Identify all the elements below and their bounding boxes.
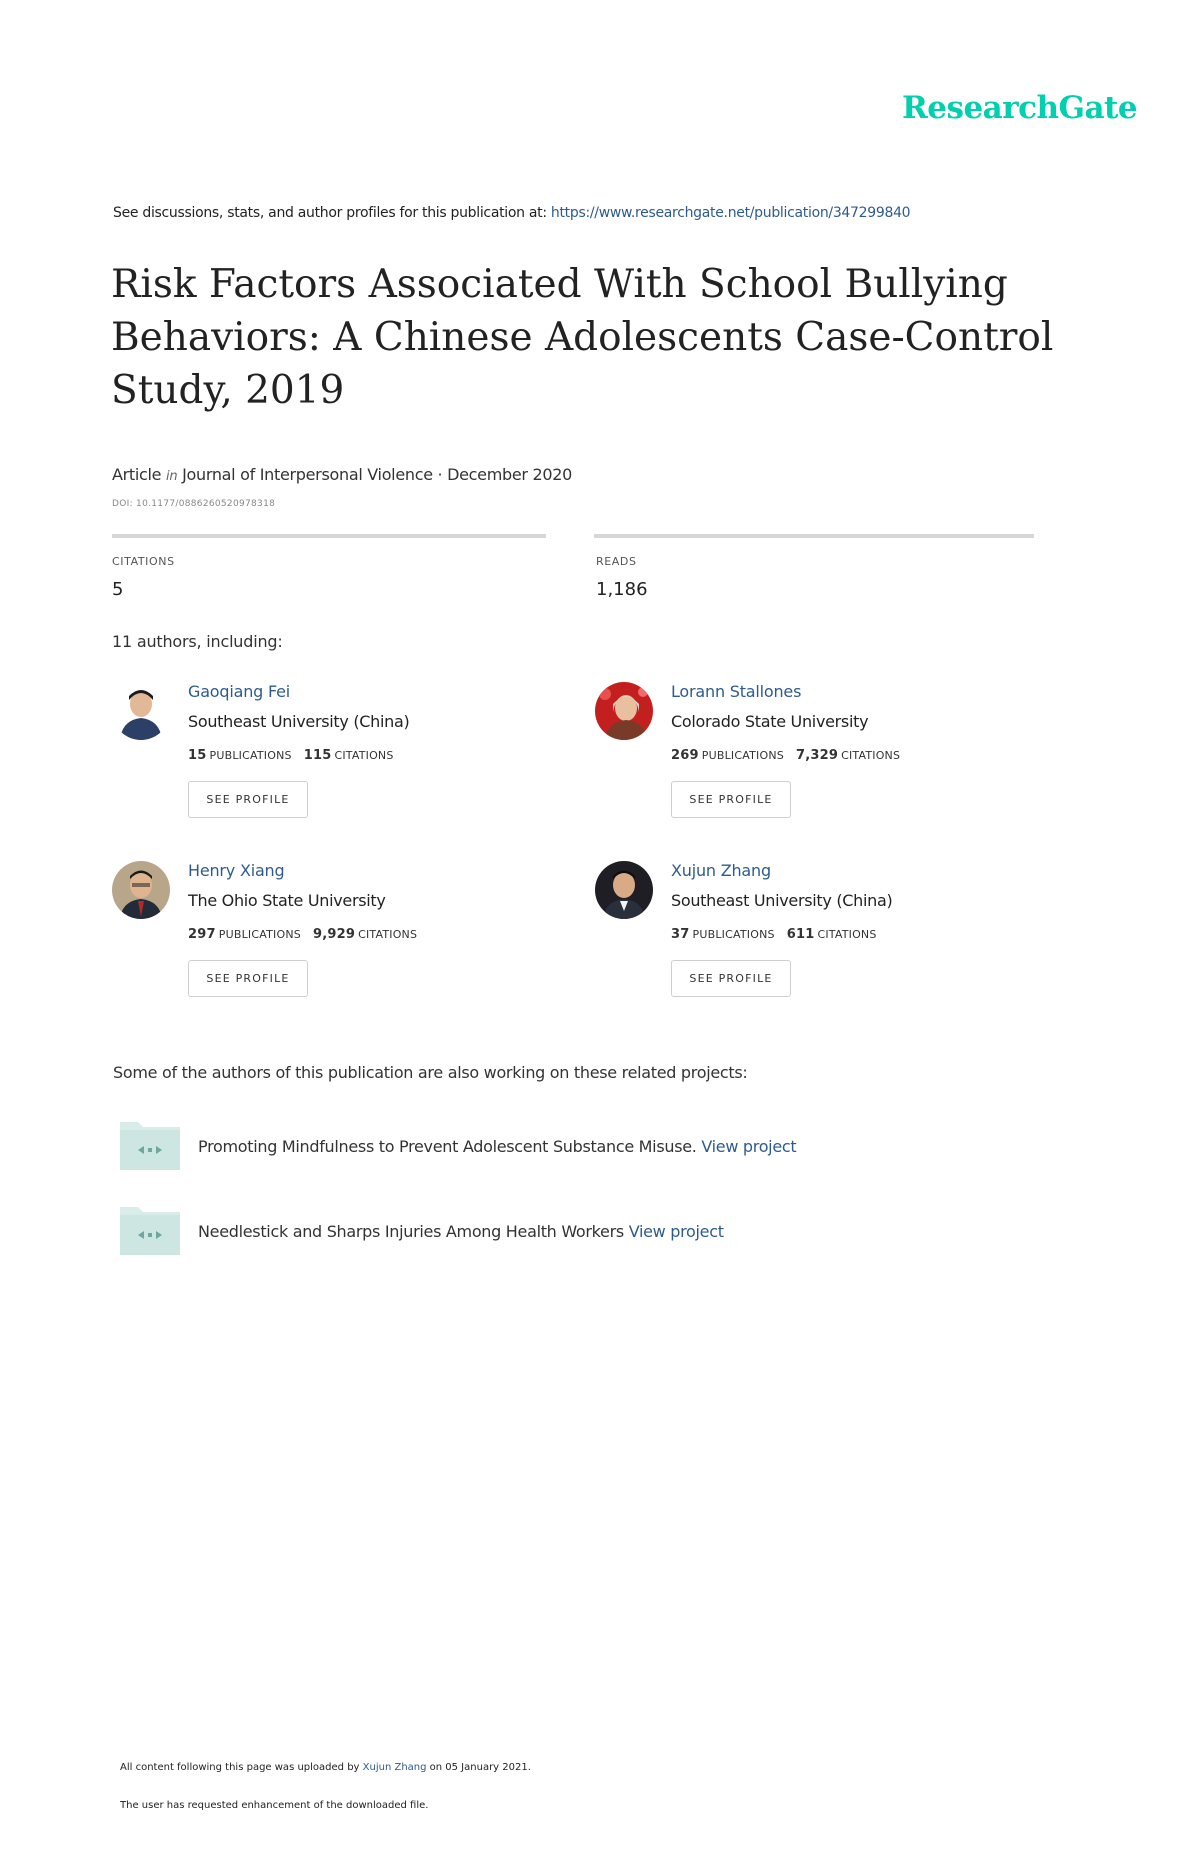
publications-count: 297 xyxy=(188,927,216,942)
enhancement-note: The user has requested enhancement of the downloaded file. xyxy=(120,1800,429,1811)
publications-count: 15 xyxy=(188,748,207,763)
author-stats xyxy=(188,748,394,763)
journal-date: Journal of Interpersonal Violence · December 2020 xyxy=(182,465,572,484)
project-text xyxy=(198,1137,796,1156)
publications-label: PUBLICATIONS xyxy=(701,749,784,762)
project-folder-icon xyxy=(118,1116,182,1176)
upload-note-prefix: All content following this page was uploaded by xyxy=(120,1762,363,1773)
citations-label: CITATIONS xyxy=(841,749,901,762)
researchgate-logo[interactable]: ResearchGate xyxy=(902,90,1138,126)
view-project-link[interactable]: View project xyxy=(701,1137,797,1156)
reads-value: 1,186 xyxy=(596,579,648,600)
author-name-link[interactable]: Xujun Zhang xyxy=(671,861,771,880)
upload-note-suffix: on 05 January 2021. xyxy=(426,1762,531,1773)
author-stats xyxy=(671,748,900,763)
citations-label: CITATIONS xyxy=(358,928,418,941)
citations-value: 5 xyxy=(112,579,124,600)
publication-link-line xyxy=(113,205,910,221)
citations-count: 611 xyxy=(786,927,815,942)
citations-count: 7,329 xyxy=(795,748,839,763)
publications-count: 37 xyxy=(671,927,690,942)
author-institution: Colorado State University xyxy=(671,712,869,731)
see-profile-button[interactable]: SEE PROFILE xyxy=(671,781,791,818)
authors-heading: 11 authors, including: xyxy=(112,632,283,651)
author-name-link[interactable]: Gaoqiang Fei xyxy=(188,682,290,701)
citations-divider xyxy=(112,534,546,538)
reads-divider xyxy=(594,534,1034,538)
see-profile-button[interactable]: SEE PROFILE xyxy=(671,960,791,997)
article-doi: DOI: 10.1177/0886260520978318 xyxy=(112,499,276,509)
citations-label: CITATIONS xyxy=(817,928,877,941)
citations-label: CITATIONS xyxy=(334,749,394,762)
see-profile-button[interactable]: SEE PROFILE xyxy=(188,960,308,997)
reads-label: READS xyxy=(596,555,637,568)
author-photo-icon[interactable] xyxy=(595,682,653,740)
see-line-text: See discussions, stats, and author profiles for this publication at: xyxy=(113,205,551,221)
project-title: Promoting Mindfulness to Prevent Adolescent Substance Misuse. xyxy=(198,1137,702,1156)
author-institution: Southeast University (China) xyxy=(188,712,410,731)
citations-count: 115 xyxy=(303,748,332,763)
author-institution: The Ohio State University xyxy=(188,891,386,910)
citations-count: 9,929 xyxy=(312,927,356,942)
publications-label: PUBLICATIONS xyxy=(209,749,292,762)
author-photo-icon[interactable] xyxy=(112,682,170,740)
author-card xyxy=(112,861,532,1021)
uploader-link[interactable]: Xujun Zhang xyxy=(362,1762,427,1773)
citations-label: CITATIONS xyxy=(112,555,175,568)
project-title: Needlestick and Sharps Injuries Among Health Workers xyxy=(198,1222,629,1241)
author-photo-icon[interactable] xyxy=(595,861,653,919)
upload-note xyxy=(120,1762,531,1773)
publication-url-link[interactable]: https://www.researchgate.net/publication/347299840 xyxy=(550,205,911,221)
see-profile-button[interactable]: SEE PROFILE xyxy=(188,781,308,818)
view-project-link[interactable]: View project xyxy=(628,1222,724,1241)
author-name-link[interactable]: Lorann Stallones xyxy=(671,682,802,701)
project-item xyxy=(118,1116,918,1176)
article-in: in xyxy=(166,469,178,484)
publications-label: PUBLICATIONS xyxy=(218,928,301,941)
author-stats xyxy=(671,927,877,942)
author-card xyxy=(595,682,1015,842)
related-projects-heading: Some of the authors of this publication are also working on these related projects: xyxy=(113,1063,748,1082)
author-name-link[interactable]: Henry Xiang xyxy=(188,861,285,880)
author-card xyxy=(595,861,1015,1021)
publications-label: PUBLICATIONS xyxy=(692,928,775,941)
author-institution: Southeast University (China) xyxy=(671,891,893,910)
author-photo-icon[interactable] xyxy=(112,861,170,919)
article-type: Article xyxy=(112,465,162,484)
publications-count: 269 xyxy=(671,748,699,763)
article-title: Risk Factors Associated With School Bullying Behaviors: A Chinese Adolescents Case-Control Study, 2019 xyxy=(111,262,1054,413)
author-stats xyxy=(188,927,417,942)
project-item xyxy=(118,1201,918,1261)
author-card xyxy=(112,682,532,842)
article-meta xyxy=(112,465,572,484)
project-folder-icon xyxy=(118,1201,182,1261)
project-text xyxy=(198,1222,724,1241)
